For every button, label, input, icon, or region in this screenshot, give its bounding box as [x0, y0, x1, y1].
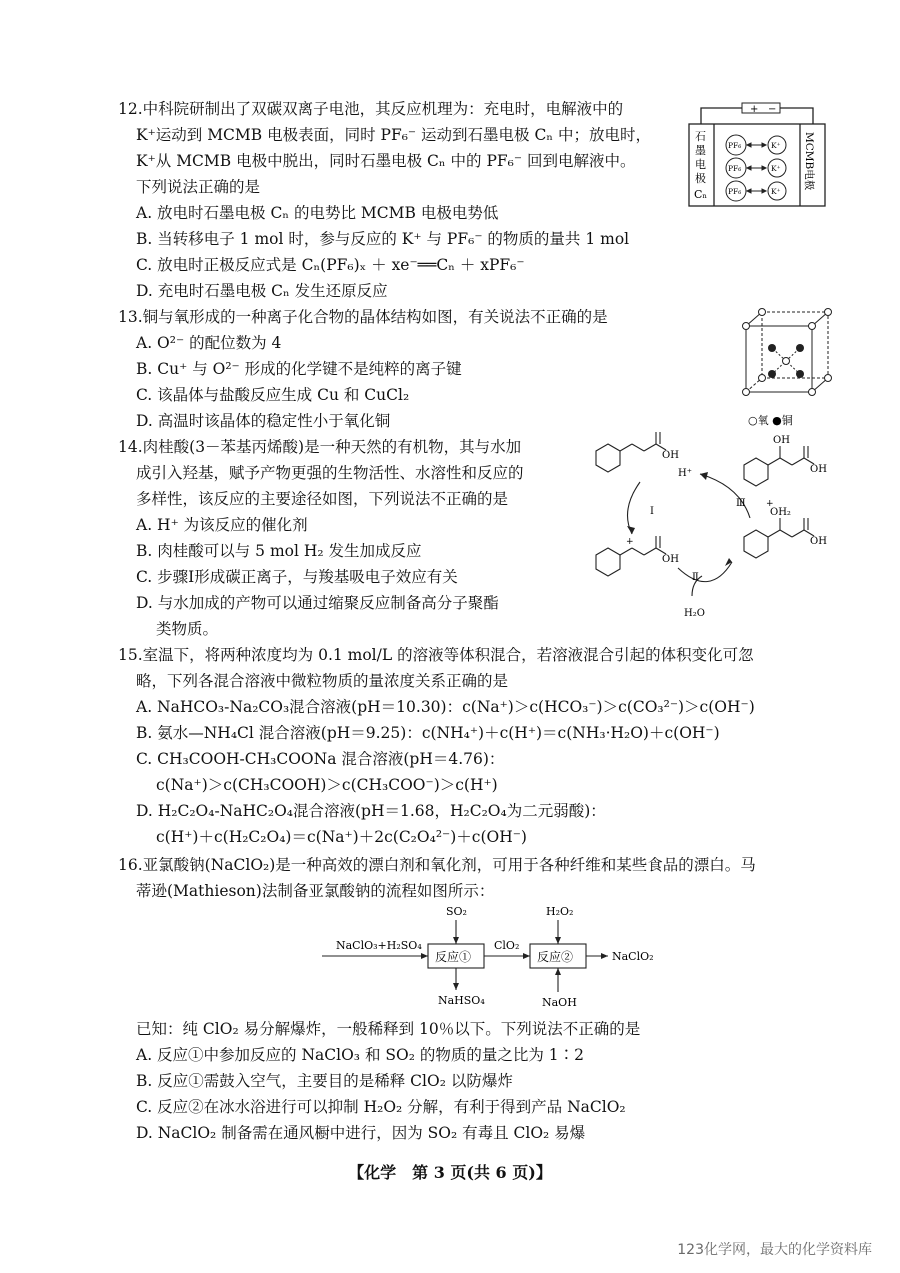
- flow-reaction-2-label: 反应②: [537, 950, 574, 964]
- flow-product-label: NaClO₂: [612, 950, 654, 963]
- q13-stem-line: 13.铜与氧形成的一种离子化合物的晶体结构如图，有关说法不正确的是: [118, 308, 608, 326]
- q15-option-c: C. CH₃COOH-CH₃COONa 混合溶液(pH＝4.76)：: [136, 750, 505, 768]
- crystal-structure-diagram: [740, 306, 836, 430]
- graphite-label: 极: [695, 172, 706, 185]
- oxonium-label: OH₂: [770, 507, 791, 518]
- q12-option-c: C. 放电时正极反应式是 Cₙ(PF₆)ₓ ＋ xe⁻══Cₙ ＋ xPF₆⁻: [136, 256, 525, 274]
- q12-option-b: B. 当转移电子 1 mol 时，参与反应的 K⁺ 与 PF₆⁻ 的物质的量共 1 mol: [136, 230, 630, 248]
- flow-reaction-1-label: 反应①: [435, 950, 472, 964]
- question-13: [118, 304, 608, 434]
- flow-h2o2-label: H₂O₂: [546, 905, 574, 918]
- oxonium-charge: +: [766, 499, 774, 509]
- site-watermark: 123化学网，最大的化学资料库: [677, 1242, 872, 1258]
- q16-stem-line: 16.亚氯酸钠(NaClO₂)是一种高效的漂白剂和氧化剂，可用于各种纤维和某些食品的漂白。马: [118, 856, 756, 874]
- q16-stem-line: 蒂逊(Mathieson)法制备亚氯酸钠的流程如图所示：: [136, 882, 495, 900]
- q14-option-d-continued: 类物质。: [156, 620, 219, 638]
- q16-option-b: B. 反应①需鼓入空气，主要目的是稀释 ClO₂ 以防爆炸: [136, 1072, 513, 1090]
- flow-nahso4-label: NaHSO₄: [438, 994, 485, 1007]
- question-16-continued: [118, 1016, 640, 1146]
- step-1-label: Ⅰ: [650, 506, 654, 517]
- q15-stem-line: 15.室温下，将两种浓度均为 0.1 mol/L 的溶液等体积混合，若溶液混合引起的体积变化可忽: [118, 646, 754, 664]
- step-2-label: Ⅱ: [692, 572, 699, 583]
- q15-option-c-continued: c(Na⁺)＞c(CH₃COOH)＞c(CH₃COO⁻)＞c(H⁺): [156, 776, 498, 794]
- battery-plus-sign: +: [750, 104, 759, 115]
- q13-option-a: A. O²⁻ 的配位数为 4: [136, 334, 282, 352]
- q14-stem-line: 成引入羟基，赋予产物更强的生物活性、水溶性和反应的: [136, 464, 524, 482]
- q15-option-d: D. H₂C₂O₄-NaHC₂O₄混合溶液(pH＝1.68，H₂C₂O₄为二元弱酸)：: [136, 802, 606, 820]
- q14-option-c: C. 步骤Ⅰ形成碳正离子，与羧基吸电子效应有关: [136, 568, 458, 586]
- pf6-ion-label: PF₆: [728, 164, 742, 173]
- step-3-label: Ⅲ: [736, 498, 746, 509]
- page-footer: 【化学 第 3 页(共 6 页)】: [348, 1163, 552, 1182]
- q14-option-d: D. 与水加成的产物可以通过缩聚反应制备高分子聚酯: [136, 594, 499, 612]
- k-ion-label: K⁺: [771, 187, 781, 196]
- graphite-label: 电: [695, 158, 706, 171]
- q15-option-d-continued: c(H⁺)＋c(H₂C₂O₄)＝c(Na⁺)＋2c(C₂O₄²⁻)＋c(OH⁻): [156, 828, 527, 846]
- reaction-mechanism-diagram: [580, 430, 830, 630]
- question-14: [118, 434, 524, 642]
- q14-stem-line: 14.肉桂酸(3－苯基丙烯酸)是一种天然的有机物，其与水加: [118, 438, 522, 456]
- carbocation-charge: +: [626, 537, 634, 547]
- pf6-ion-label: PF₆: [728, 141, 742, 150]
- hydroxyl-label: OH: [773, 435, 790, 446]
- q13-option-d: D. 高温时该晶体的稳定性小于氧化铜: [136, 412, 391, 430]
- q13-option-b: B. Cu⁺ 与 O²⁻ 形成的化学键不是纯粹的离子键: [136, 360, 462, 378]
- q12-stem-line: 12.中科院研制出了双碳双离子电池，其反应机理为：充电时，电解液中的: [118, 100, 624, 118]
- q12-stem-line: K⁺运动到 MCMB 电极表面，同时 PF₆⁻ 运动到石墨电极 Cₙ 中；放电时，: [136, 126, 651, 144]
- q16-option-c: C. 反应②在冰水浴进行可以抑制 H₂O₂ 分解，有利于得到产品 NaClO₂: [136, 1098, 626, 1116]
- flow-input-label: NaClO₃+H₂SO₄: [336, 939, 422, 952]
- crystal-legend: ○氧 ●铜: [748, 414, 793, 427]
- graphite-label: 墨: [695, 144, 706, 157]
- question-15: [118, 642, 755, 850]
- process-flow-diagram: [318, 904, 668, 1014]
- k-ion-label: K⁺: [771, 164, 781, 173]
- question-12: [118, 96, 651, 304]
- battery-minus-sign: −: [768, 104, 777, 115]
- q12-option-d: D. 充电时石墨电极 Cₙ 发生还原反应: [136, 282, 388, 300]
- q12-stem-line: K⁺从 MCMB 电极中脱出，同时石墨电极 Cₙ 中的 PF₆⁻ 回到电解液中。: [136, 152, 636, 170]
- q15-stem-line: 略，下列各混合溶液中微粒物质的量浓度关系正确的是: [136, 672, 509, 690]
- oh-label: OH: [662, 450, 679, 461]
- q16-known-condition: 已知：纯 ClO₂ 易分解爆炸，一般稀释到 10％以下。下列说法不正确的是: [136, 1020, 641, 1038]
- oh-label: OH: [810, 536, 827, 547]
- q14-option-b: B. 肉桂酸可以与 5 mol H₂ 发生加成反应: [136, 542, 422, 560]
- oh-label: OH: [662, 554, 679, 565]
- mcmb-label: MCMB电极: [803, 132, 815, 191]
- flow-clo2-label: ClO₂: [494, 939, 520, 952]
- graphite-label: 石: [695, 130, 706, 143]
- q12-stem-line: 下列说法正确的是: [136, 178, 261, 196]
- flow-so2-label: SO₂: [446, 905, 467, 918]
- water-label: H₂O: [684, 608, 705, 619]
- pf6-ion-label: PF₆: [728, 187, 742, 196]
- q13-option-c: C. 该晶体与盐酸反应生成 Cu 和 CuCl₂: [136, 386, 410, 404]
- graphite-label: Cₙ: [694, 188, 708, 201]
- h-plus-label: H⁺: [678, 468, 692, 479]
- oh-label: OH: [810, 464, 827, 475]
- q15-option-a: A. NaHCO₃-Na₂CO₃混合溶液(pH＝10.30)：c(Na⁺)＞c(HCO₃⁻)＞c(CO₃²⁻)＞c(OH⁻): [136, 698, 755, 716]
- question-16: [118, 852, 756, 904]
- q12-option-a: A. 放电时石墨电极 Cₙ 的电势比 MCMB 电极电势低: [136, 204, 499, 222]
- k-ion-label: K⁺: [771, 141, 781, 150]
- flow-naoh-label: NaOH: [542, 996, 577, 1009]
- q15-option-b: B. 氨水—NH₄Cl 混合溶液(pH＝9.25)：c(NH₄⁺)＋c(H⁺)＝c(NH₃·H₂O)＋c(OH⁻): [136, 724, 720, 742]
- q16-option-d: D. NaClO₂ 制备需在通风橱中进行，因为 SO₂ 有毒且 ClO₂ 易爆: [136, 1124, 586, 1142]
- battery-diagram: [688, 102, 828, 208]
- q16-option-a: A. 反应①中参加反应的 NaClO₃ 和 SO₂ 的物质的量之比为 1∶2: [136, 1046, 584, 1064]
- q14-stem-line: 多样性，该反应的主要途径如图，下列说法不正确的是: [136, 490, 509, 508]
- q14-option-a: A. H⁺ 为该反应的催化剂: [136, 516, 308, 534]
